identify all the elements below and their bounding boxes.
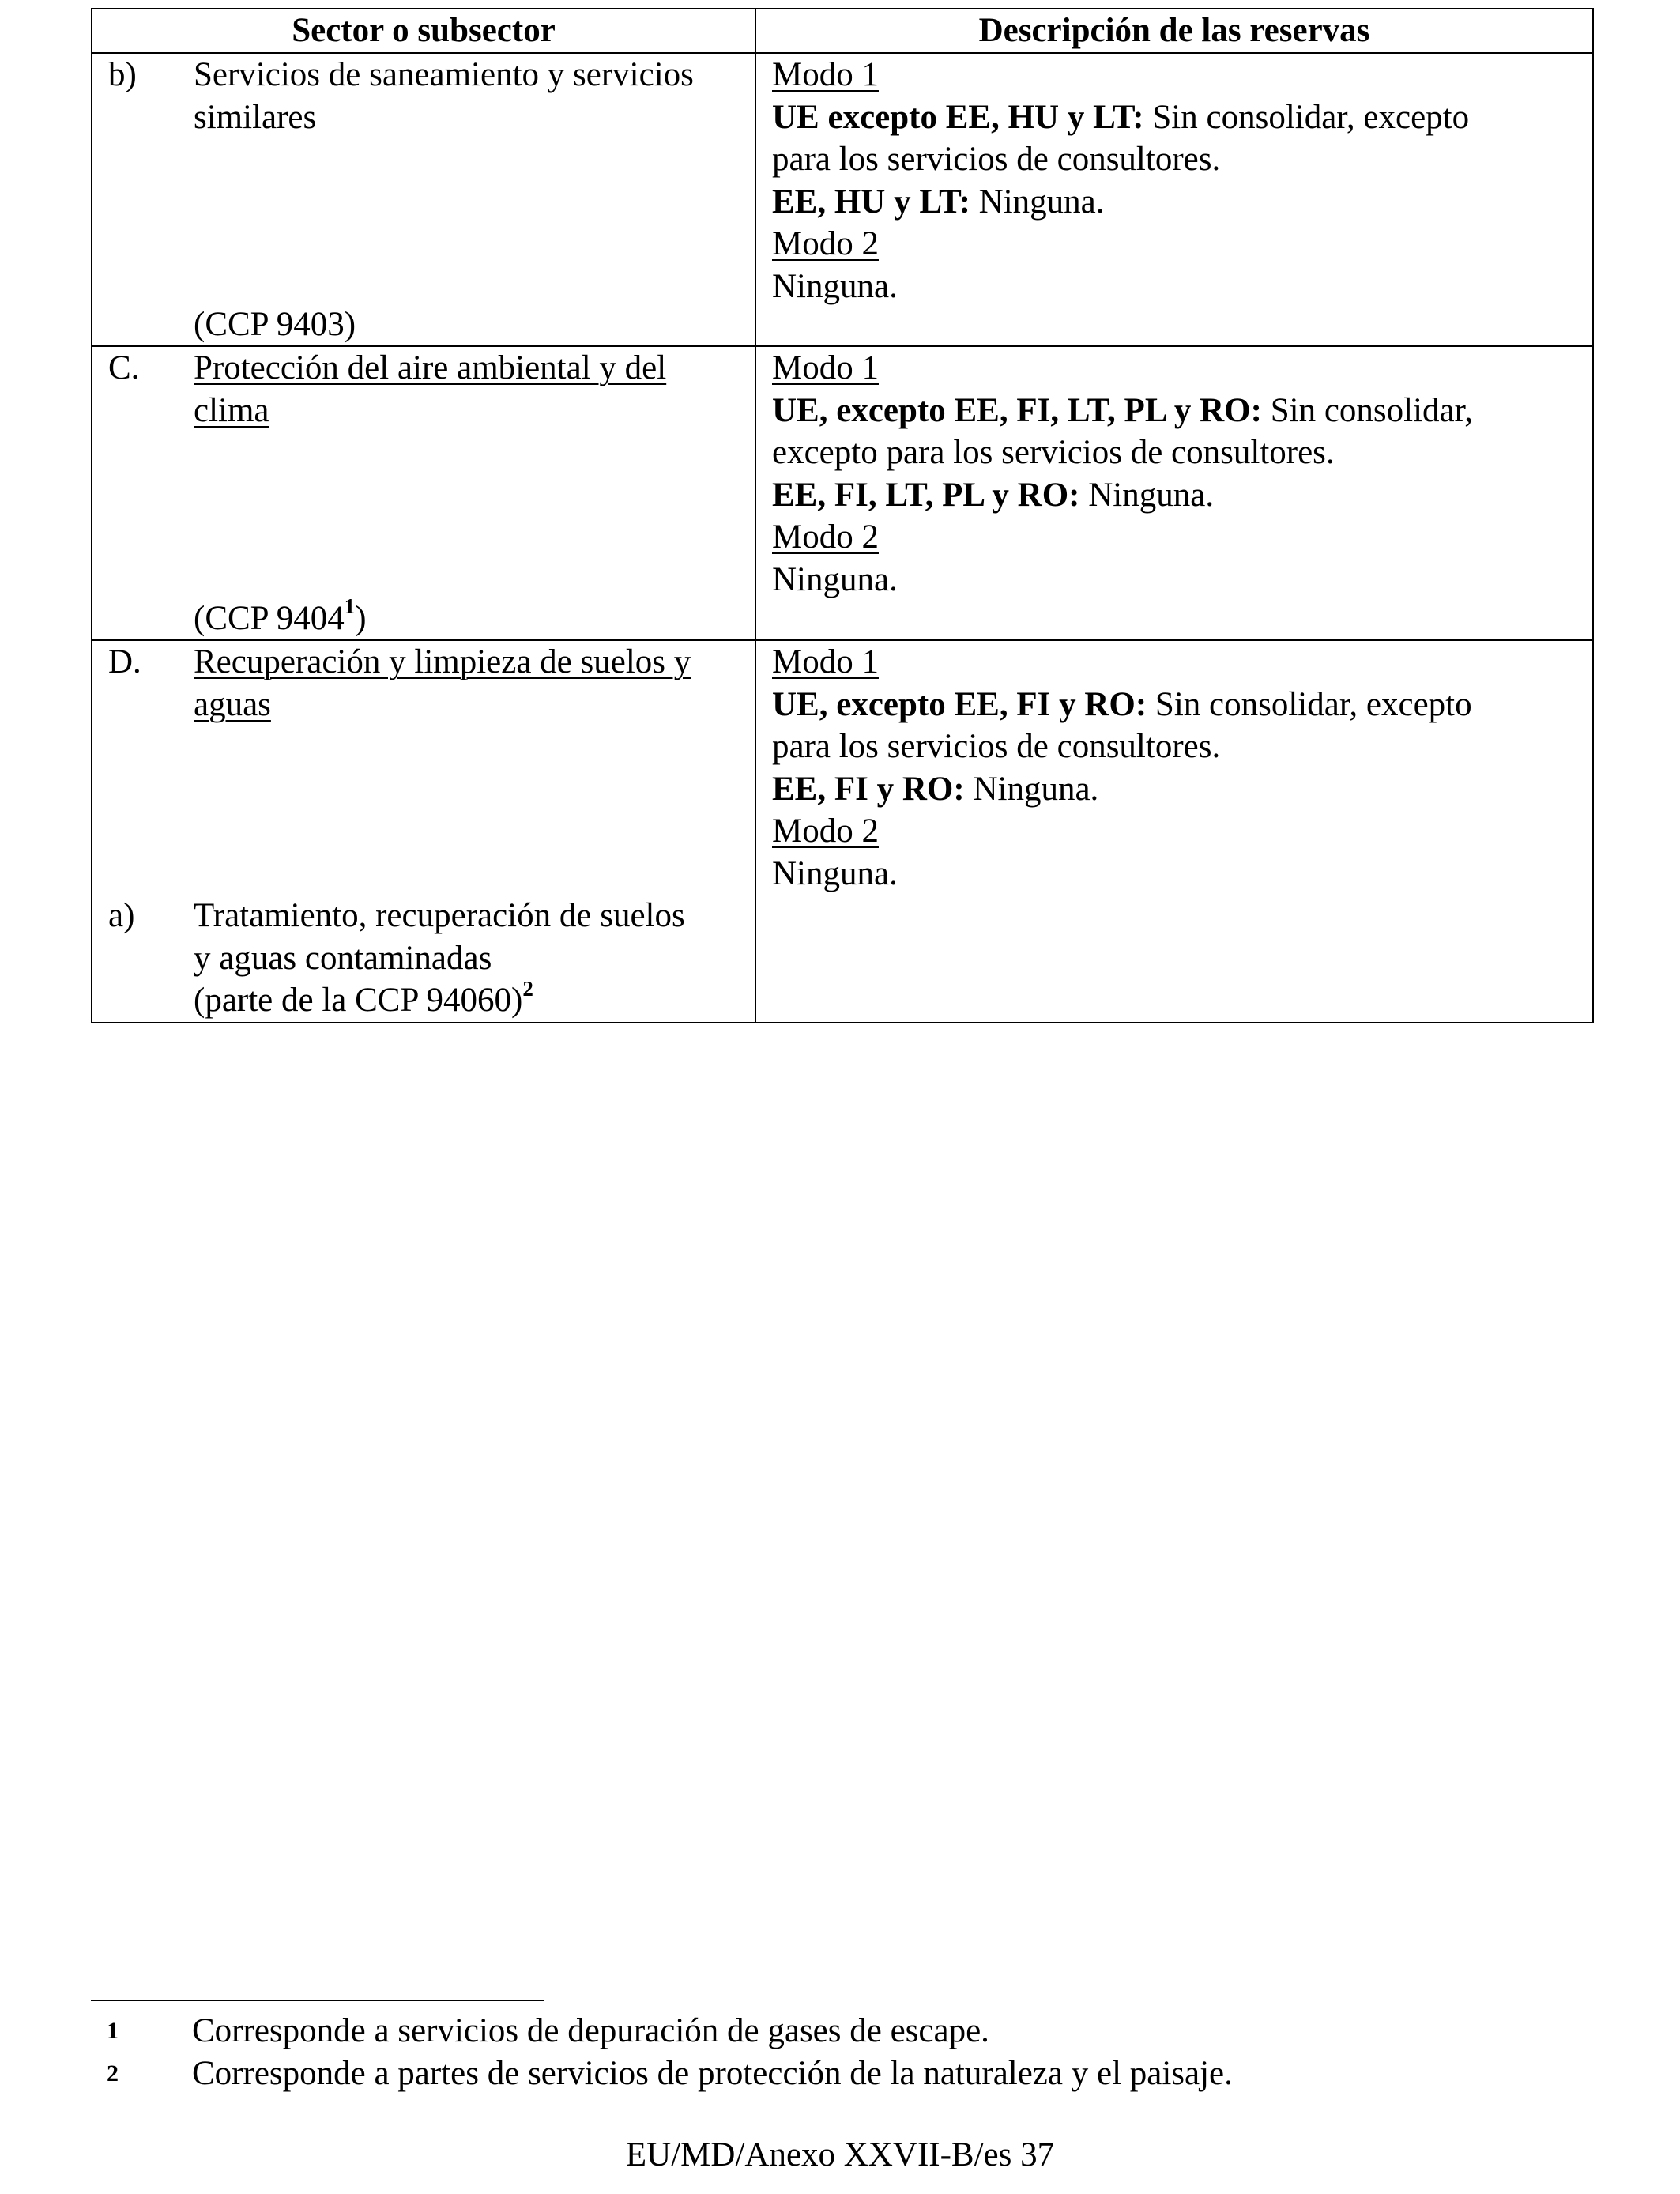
description-cell [755, 53, 1593, 346]
reservation-line: UE, excepto EE, FI, LT, PL y RO: Sin consolidar, [772, 391, 1473, 429]
mode-2-heading: Modo 2 [772, 518, 879, 556]
sector-cell [92, 53, 755, 346]
description-cell [755, 346, 1593, 640]
reservation-line: UE, excepto EE, FI y RO: Sin consolidar, excepto [772, 685, 1472, 723]
footnote-ref-1: 1 [344, 594, 356, 619]
footnote-text: Corresponde a partes de servicios de protección de la naturaleza y el paisaje. [192, 2054, 1233, 2092]
ccp-reference: (CCP 9404$^1$) [194, 594, 367, 637]
mode-2-text: Ninguna. [772, 854, 898, 892]
mode-1-heading: Modo 1 [772, 56, 879, 93]
sector-cell [92, 346, 755, 640]
reservation-line: EE, FI y RO: Ninguna. [772, 770, 1099, 808]
ccp-reference: (CCP 9403) [194, 305, 356, 343]
header-description: Descripción de las reservas [755, 9, 1593, 53]
reservations-table [91, 8, 1594, 1023]
table-row [92, 53, 1593, 346]
footnote-text: Corresponde a servicios de depuración de gases de escape. [192, 2012, 989, 2049]
reservation-line: para los servicios de consultores. [772, 141, 1221, 178]
mode-2-text: Ninguna. [772, 267, 898, 305]
header-sector: Sector o subsector [92, 9, 755, 53]
row-label: D. [108, 643, 141, 680]
reservation-line: EE, FI, LT, PL y RO: Ninguna. [772, 476, 1215, 514]
description-cell [755, 640, 1593, 1023]
sector-name: Protección del aire ambiental y del clima [194, 349, 667, 429]
sub-sector-name: Tratamiento, recuperación de suelos y aguas contaminadas (parte de la CCP 94060)$^2$ [194, 895, 755, 1022]
footnotes [91, 2010, 1592, 2094]
mode-2-text: Ninguna. [772, 560, 898, 598]
sector-name: Recuperación y limpieza de suelos y aguas [194, 643, 691, 723]
footnote-separator [91, 2000, 544, 2001]
row-label: b) [108, 56, 137, 93]
reservation-line: para los servicios de consultores. [772, 728, 1221, 765]
mode-2-heading: Modo 2 [772, 225, 879, 262]
mode-1-heading: Modo 1 [772, 643, 879, 680]
mode-2-heading: Modo 2 [772, 812, 879, 850]
reservation-line: excepto para los servicios de consultores. [772, 434, 1335, 471]
footnote-ref-2: 2 [522, 976, 533, 1001]
footnote-number: 2 [107, 2060, 119, 2087]
row-label: C. [108, 349, 140, 386]
table-row [92, 640, 1593, 1023]
footnote-number: 1 [107, 2018, 119, 2044]
ccp-reference: (parte de la CCP 94060)$^2$ [194, 976, 533, 1019]
sector-cell [92, 640, 755, 1023]
reservation-line: UE excepto EE, HU y LT: Sin consolidar, excepto [772, 98, 1470, 136]
footnote [91, 2053, 1592, 2095]
footnote [91, 2010, 1592, 2053]
sector-name: Servicios de saneamiento y servicios similares [194, 56, 694, 136]
sub-row-label: a) [108, 897, 135, 934]
table-header-row [92, 9, 1593, 53]
reservation-line: EE, HU y LT: Ninguna. [772, 183, 1105, 221]
mode-1-heading: Modo 1 [772, 349, 879, 386]
table-row [92, 346, 1593, 640]
page-footer: EU/MD/Anexo XXVII-B/es 37 [625, 2136, 1055, 2173]
